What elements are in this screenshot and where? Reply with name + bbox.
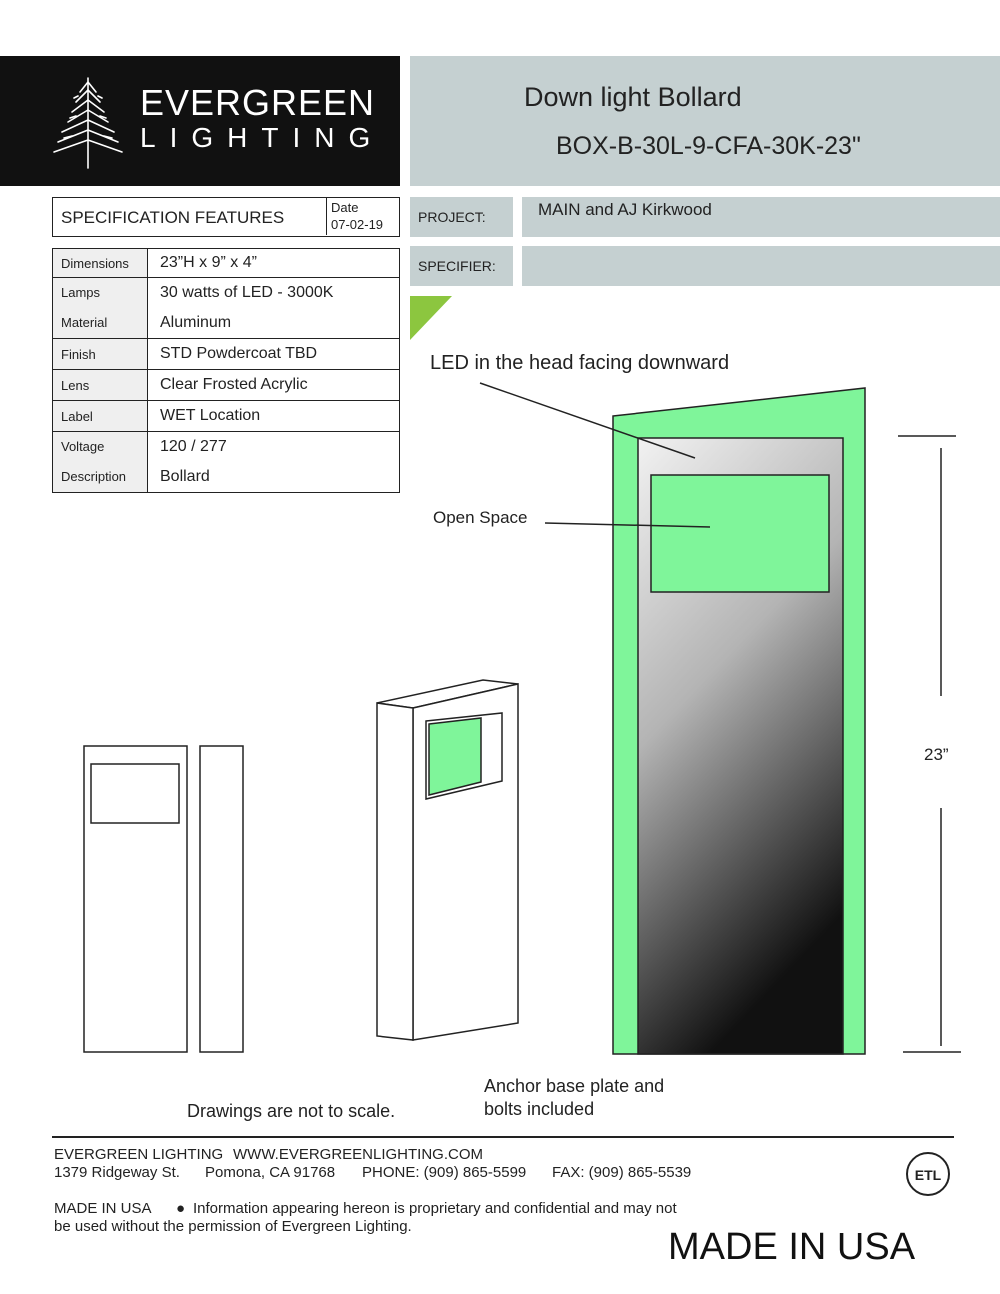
spec-value: 120 / 277 bbox=[160, 438, 227, 455]
spec-label: Finish bbox=[53, 339, 148, 370]
product-title: Down light Bollard bbox=[524, 82, 742, 112]
spec-label: Material bbox=[61, 315, 108, 330]
spec-value: STD Powdercoat TBD bbox=[148, 339, 400, 370]
spec-value: Aluminum bbox=[160, 314, 232, 331]
specifier-label: SPECIFIER: bbox=[418, 258, 496, 274]
spec-heading: SPECIFICATION FEATURES bbox=[61, 208, 285, 227]
bullet-icon: ● bbox=[176, 1200, 186, 1217]
footer-fax: FAX: (909) 865-5539 bbox=[552, 1164, 692, 1181]
footer-notice-line1: Information appearing hereon is proprietary and confidential and may not bbox=[193, 1200, 677, 1217]
product-model: BOX-B-30L-9-CFA-30K-23" bbox=[556, 132, 861, 160]
anchor-note-line1: Anchor base plate and bbox=[484, 1076, 665, 1096]
open-space-callout: Open Space bbox=[433, 508, 528, 527]
footer-divider bbox=[52, 1136, 954, 1138]
date-label: Date bbox=[331, 200, 359, 215]
front-view-window bbox=[91, 764, 179, 823]
spec-label: Lamps bbox=[61, 285, 101, 300]
footer-city: Pomona, CA 91768 bbox=[205, 1164, 336, 1181]
logo-wordmark-bottom: LIGHTING bbox=[140, 122, 385, 153]
spec-value: Clear Frosted Acrylic bbox=[148, 370, 400, 401]
footer-website-link[interactable]: WWW.EVERGREENLIGHTING.COM bbox=[233, 1146, 484, 1163]
height-label: 23” bbox=[924, 745, 949, 764]
spec-value: Bollard bbox=[160, 468, 210, 485]
footer-phone: PHONE: (909) 865-5599 bbox=[362, 1164, 527, 1181]
accent-triangle bbox=[410, 296, 452, 340]
logo-wordmark-top: EVERGREEN bbox=[140, 82, 376, 123]
spec-label: Lens bbox=[53, 370, 148, 401]
main-view bbox=[613, 388, 865, 1054]
footer-address: 1379 Ridgeway St. bbox=[54, 1164, 180, 1181]
spec-label: Description bbox=[61, 469, 127, 484]
spec-value: 30 watts of LED - 3000K bbox=[160, 284, 334, 301]
height-dimension bbox=[898, 436, 961, 1052]
svg-text:ETL: ETL bbox=[914, 1167, 942, 1183]
project-value: MAIN and AJ Kirkwood bbox=[538, 200, 712, 219]
project-label: PROJECT: bbox=[418, 209, 486, 225]
spec-label: Voltage bbox=[61, 439, 105, 454]
etl-listed-icon bbox=[907, 1153, 949, 1195]
date-value: 07-02-19 bbox=[331, 217, 384, 232]
scale-note: Drawings are not to scale. bbox=[187, 1101, 396, 1121]
isometric-view bbox=[377, 680, 518, 1040]
spec-label: Dimensions bbox=[53, 249, 148, 278]
side-view-body bbox=[200, 746, 243, 1052]
spec-value: WET Location bbox=[148, 401, 400, 432]
led-callout: LED in the head facing downward bbox=[430, 352, 730, 374]
anchor-note-line2: bolts included bbox=[484, 1099, 595, 1119]
footer-company: EVERGREEN LIGHTING bbox=[54, 1146, 224, 1163]
footer-made-in-usa: MADE IN USA bbox=[54, 1200, 152, 1217]
spec-label: Label bbox=[53, 401, 148, 432]
made-in-usa-large: MADE IN USA bbox=[668, 1226, 916, 1268]
spec-value: 23”H x 9” x 4” bbox=[148, 249, 400, 278]
footer-notice-line2: be used without the permission of Evergreen Lighting. bbox=[54, 1218, 412, 1235]
